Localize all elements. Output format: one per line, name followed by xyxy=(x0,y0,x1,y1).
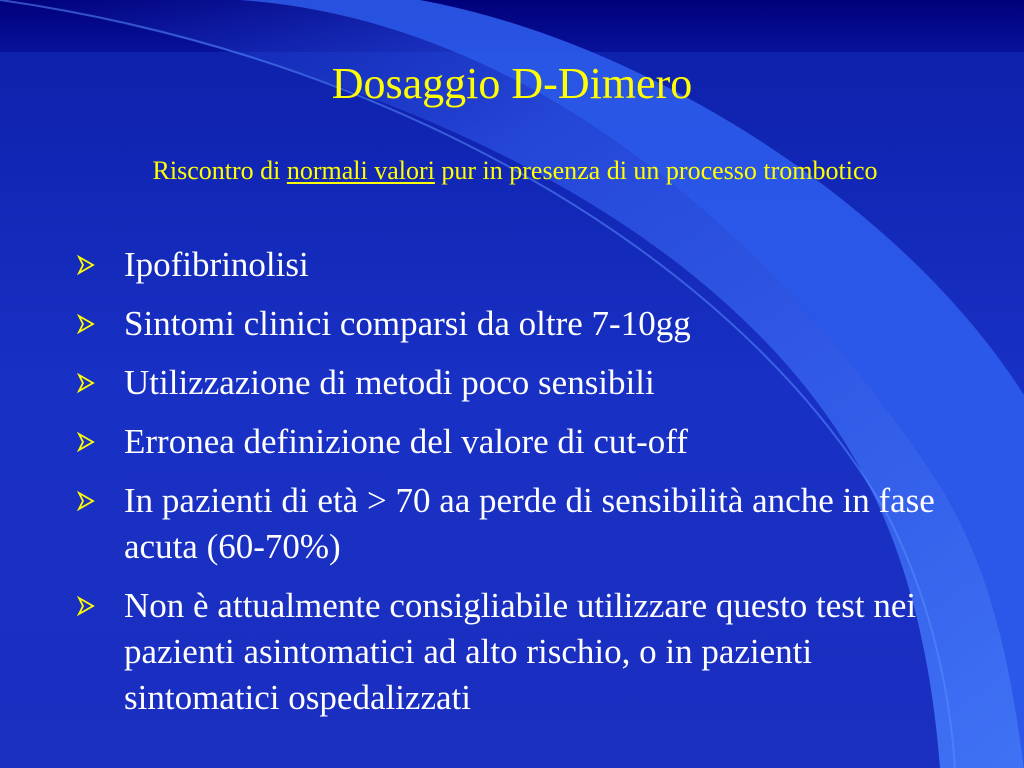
bullet-item xyxy=(74,360,954,406)
subtitle-suffix: pur in presenza di un processo trombotico xyxy=(434,156,878,185)
arrow-bullet-icon xyxy=(76,255,96,275)
slide-subtitle xyxy=(0,154,1024,188)
bullet-item xyxy=(74,583,954,721)
bullet-text: In pazienti di età > 70 aa perde di sensibilità anche in fase acuta (60-70%) xyxy=(124,481,935,566)
bullet-item xyxy=(74,419,954,465)
arrow-bullet-icon xyxy=(76,432,96,452)
arrow-bullet-icon xyxy=(76,596,96,616)
bullet-item xyxy=(74,301,954,347)
bullet-text: Erronea definizione del valore di cut-off xyxy=(124,422,688,461)
bullet-text: Utilizzazione di metodi poco sensibili xyxy=(124,363,655,402)
subtitle-prefix: Riscontro di xyxy=(152,156,287,185)
subtitle-underlined: normali valori xyxy=(286,156,435,185)
bullet-list xyxy=(74,242,954,734)
bullet-item xyxy=(74,242,954,288)
bullet-item xyxy=(74,478,954,570)
arrow-bullet-icon xyxy=(76,373,96,393)
arrow-bullet-icon xyxy=(76,314,96,334)
bullet-text: Ipofibrinolisi xyxy=(124,245,309,284)
arrow-bullet-icon xyxy=(76,491,96,511)
bullet-text: Sintomi clinici comparsi da oltre 7-10gg xyxy=(124,304,691,343)
bullet-text: Non è attualmente consigliabile utilizzare questo test nei pazienti asintomatici ad alto rischio, o in pazienti sintomatici ospedalizzati xyxy=(124,586,917,717)
slide-title: Dosaggio D-Dimero xyxy=(331,59,693,108)
